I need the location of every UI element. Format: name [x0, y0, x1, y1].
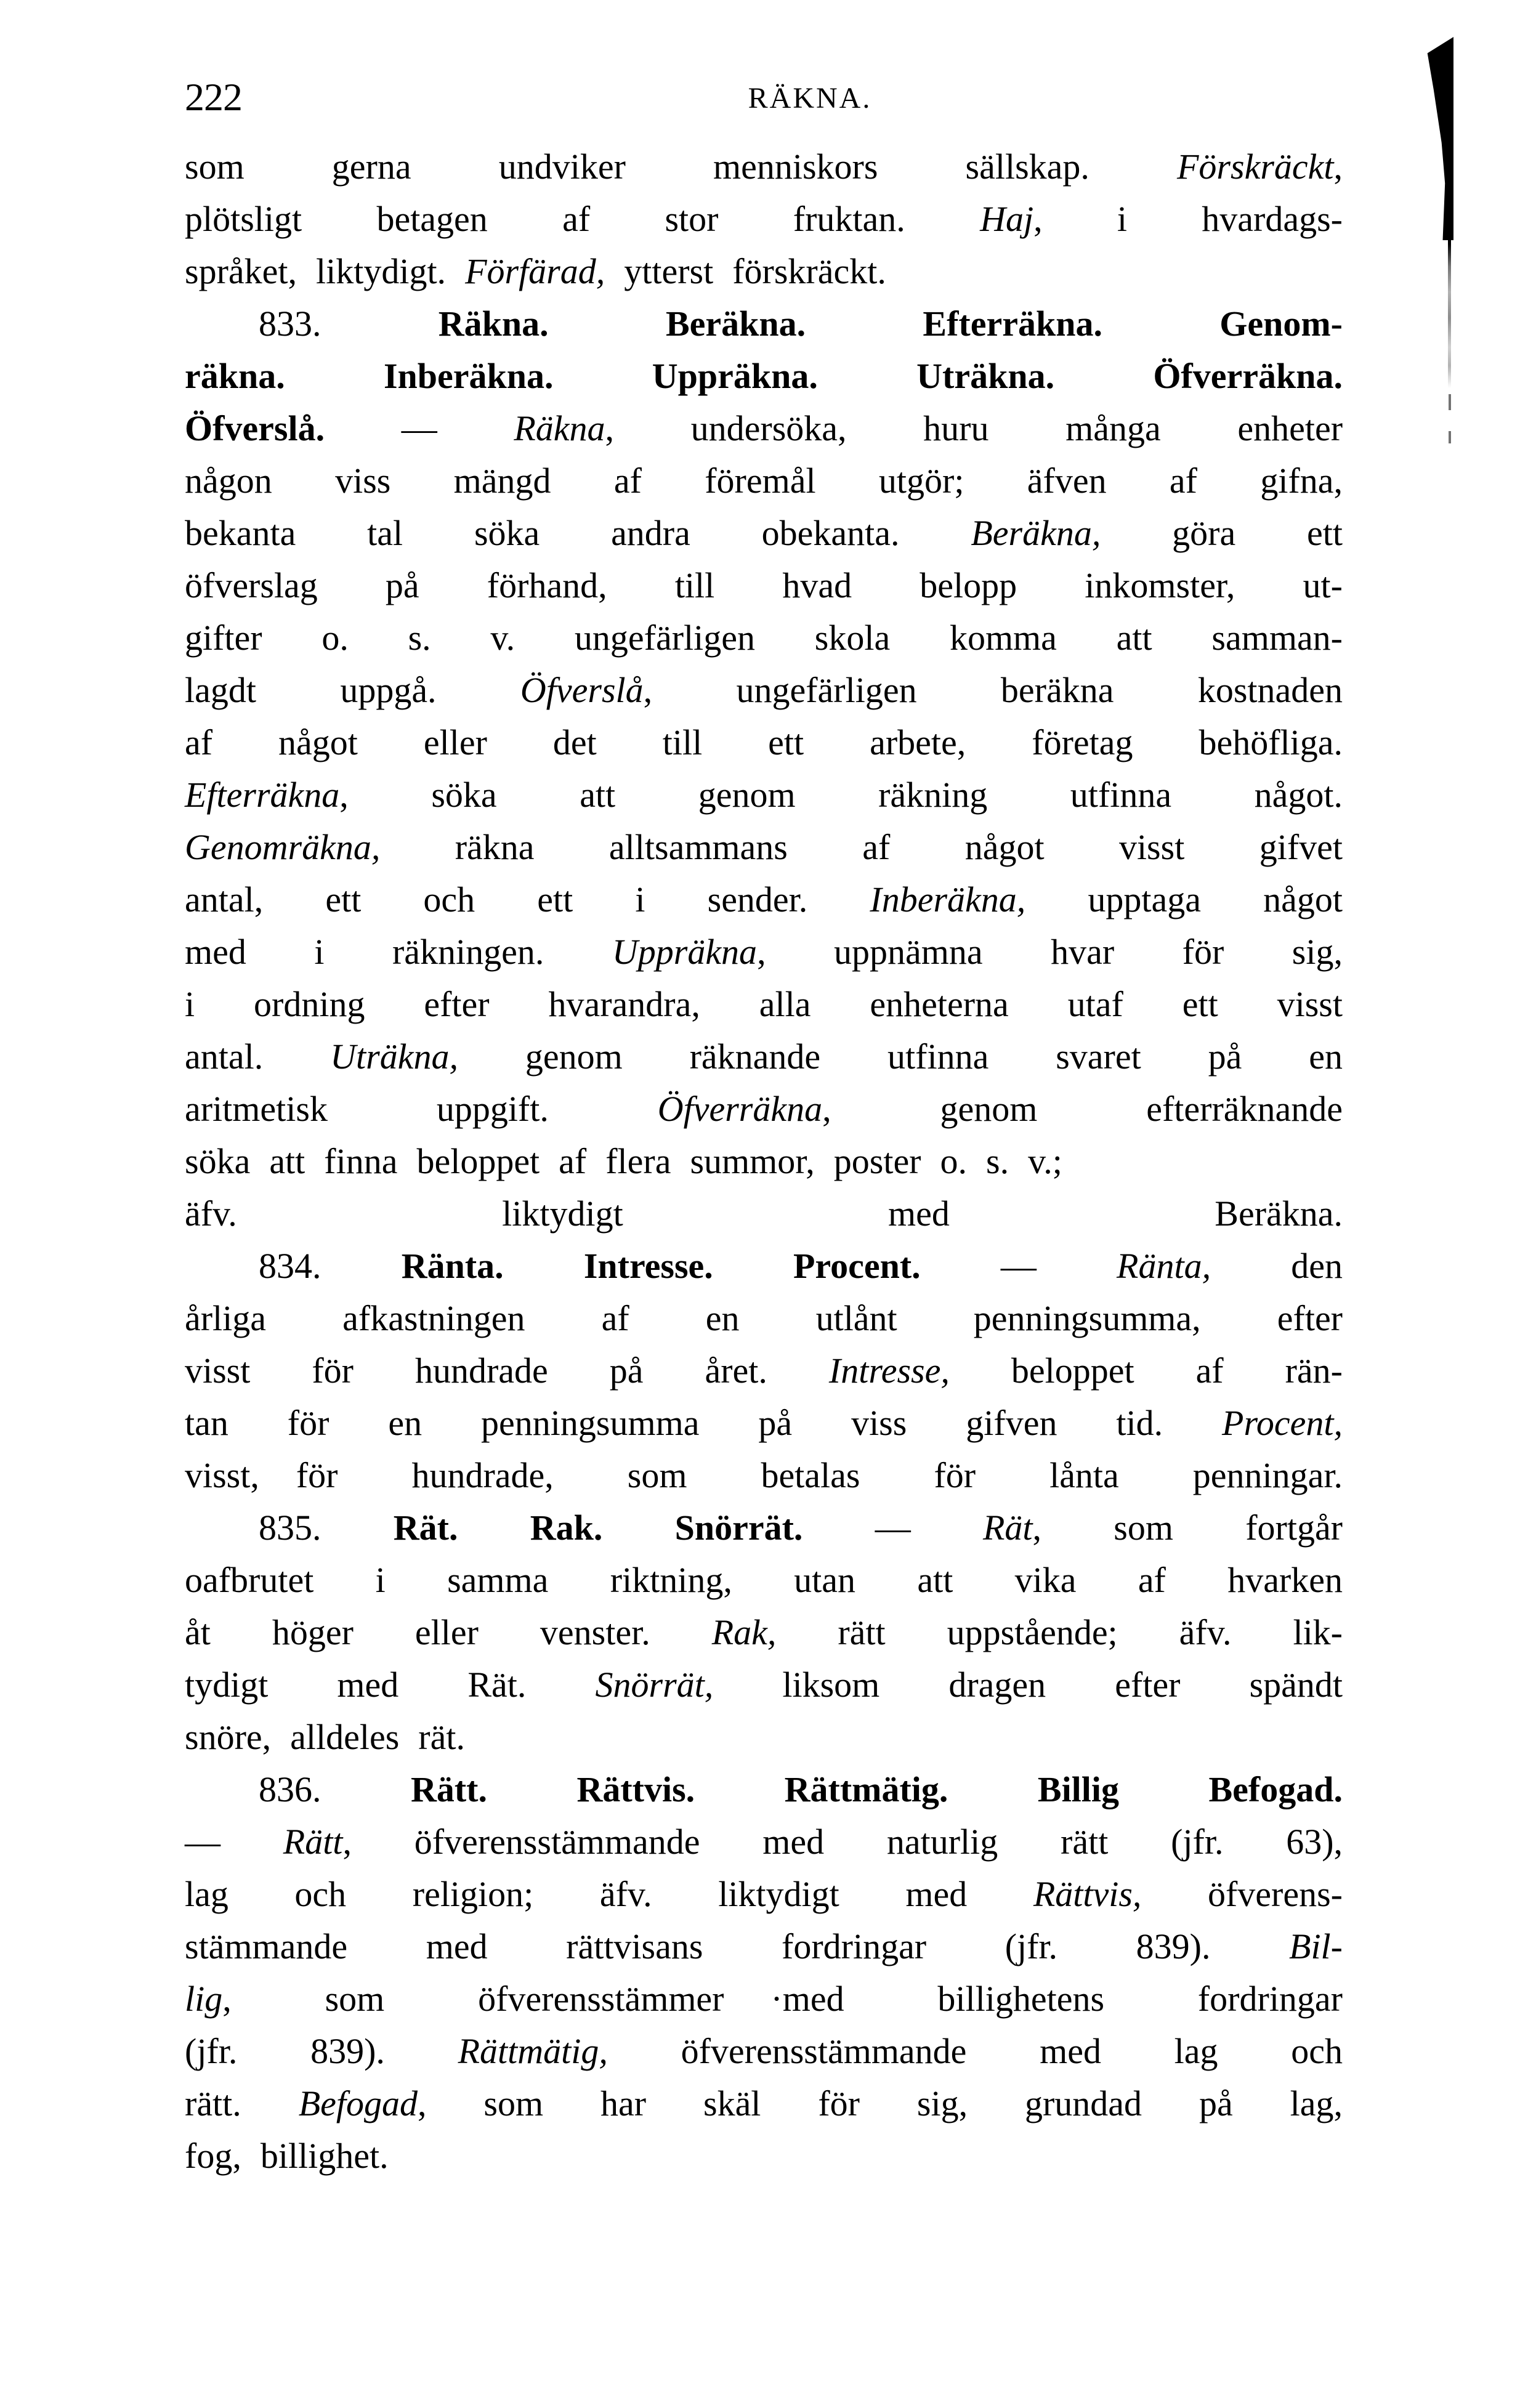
text-line: — Rätt, öfverensstämmande med naturlig rätt (jfr. 63), [185, 1822, 1343, 1862]
text-line: antal. Uträkna, genom räknande utfinna svaret på en [185, 1036, 1343, 1077]
text-line: lagdt uppgå. Öfverslå, ungefärligen beräkna kostnaden [185, 670, 1343, 710]
text-line: som gerna undviker menniskors sällskap. Förskräckt, [185, 147, 1343, 187]
text-line: fog, billighet. [185, 2136, 389, 2176]
text-line: Genomräkna, räkna alltsammans af något visst gifvet [185, 827, 1343, 867]
body-text [185, 140, 1343, 2182]
text-line: öfverslag på förhand, till hvad belopp inkomster, ut- [185, 565, 1343, 605]
text-line: lig, som öfverensstämmer ·med billighetens fordringar [185, 1979, 1343, 2019]
text-line: Öfverslå. — Räkna, undersöka, huru många enheter [185, 408, 1343, 448]
scan-artifact-tick-icon [1449, 431, 1451, 443]
running-head [185, 74, 1343, 140]
text-line: tan för en penningsumma på viss gifven tid. Procent, [185, 1403, 1343, 1443]
text-line: någon viss mängd af föremål utgör; äfven af gifna, [185, 461, 1343, 501]
text-line: i ordning efter hvarandra, alla enheterna utaf ett visst [185, 984, 1343, 1024]
text-block [185, 74, 1343, 2182]
text-line: af något eller det till ett arbete, företag behöfliga. [185, 722, 1343, 762]
text-line: språket, liktydigt. Förfärad, ytterst förskräckt. [185, 251, 886, 291]
text-line: stämmande med rättvisans fordringar (jfr. 839). Bil- [185, 1926, 1343, 1966]
text-line: tydigt med Rät. Snörrät, liksom dragen efter spändt [185, 1665, 1343, 1705]
text-line: lag och religion; äfv. liktydigt med Rättvis, öfverens- [185, 1874, 1343, 1914]
text-line: äfv. liktydigt med Beräkna. [185, 1194, 1343, 1234]
running-title: RÄKNA. [748, 82, 872, 115]
text-line: oafbrutet i samma riktning, utan att vika af hvarken [185, 1560, 1343, 1600]
text-line: visst för hundrade på året. Intresse, beloppet af rän- [185, 1351, 1343, 1391]
text-line: antal, ett och ett i sender. Inberäkna, upptaga något [185, 879, 1343, 919]
page-number: 222 [185, 75, 242, 119]
text-line: räkna. Inberäkna. Uppräkna. Uträkna. Öfverräkna. [185, 356, 1343, 396]
text-line: plötsligt betagen af stor fruktan. Haj, i hvardags- [185, 199, 1343, 239]
scan-artifact-line-icon [1448, 203, 1451, 388]
text-line: bekanta tal söka andra obekanta. Beräkna, göra ett [185, 513, 1343, 553]
text-line: med i räkningen. Uppräkna, uppnämna hvar för sig, [185, 932, 1343, 972]
text-line: 836. Rätt. Rättvis. Rättmätig. Billig Befogad. [259, 1769, 1343, 1809]
text-line: aritmetisk uppgift. Öfverräkna, genom efterräknande [185, 1089, 1343, 1129]
text-line: åt höger eller venster. Rak, rätt uppstående; äfv. lik- [185, 1612, 1343, 1652]
text-line: (jfr. 839). Rättmätig, öfverensstämmande med lag och [185, 2031, 1343, 2071]
text-line: 835. Rät. Rak. Snörrät. — Rät, som fortgår [259, 1508, 1343, 1548]
text-line: 833. Räkna. Beräkna. Efterräkna. Genom- [259, 304, 1343, 344]
text-line: årliga afkastningen af en utlånt penningsumma, efter [185, 1298, 1343, 1338]
text-line: Efterräkna, söka att genom räkning utfinna något. [185, 775, 1343, 815]
text-line: gifter o. s. v. ungefärligen skola komma att samman- [185, 618, 1343, 658]
text-line: visst, för hundrade, som betalas för lånta penningar. [185, 1455, 1343, 1495]
text-line: rätt. Befogad, som har skäl för sig, grundad på lag, [185, 2083, 1343, 2123]
text-line: snöre, alldeles rät. [185, 1717, 465, 1757]
text-line: söka att finna beloppet af flera summor, poster o. s. v.; [185, 1141, 1062, 1181]
scan-artifact-tick-icon [1449, 394, 1451, 410]
text-line: 834. Ränta. Intresse. Procent. — Ränta, den [259, 1246, 1343, 1286]
